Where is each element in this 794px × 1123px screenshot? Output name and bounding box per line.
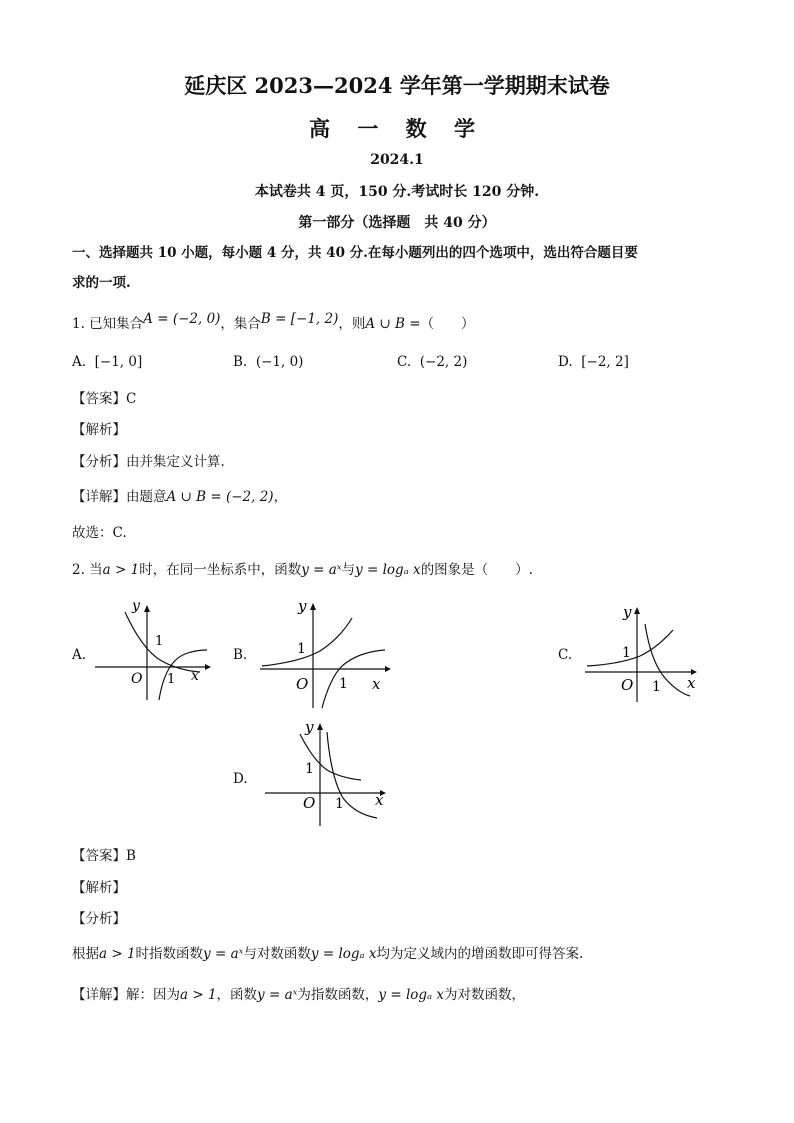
exam-title: 延庆区 2023—2024 学年第一学期期末试卷 — [184, 73, 610, 98]
q1-stem-end: （ ） — [420, 316, 475, 332]
detail-prefix: 由题意 — [126, 489, 167, 505]
detail-tag: 【详解】 — [72, 987, 126, 1003]
part-heading: 第一部分（选择题 共 40 分） — [298, 215, 496, 231]
q2-analysis-tag: 【解析】 — [72, 880, 126, 896]
detail-expr: A ∪ B = (−2, 2) — [166, 489, 274, 505]
q1-answer — [72, 389, 136, 409]
option-value: (−2, 2) — [419, 354, 468, 370]
graph-b — [260, 596, 395, 708]
q1-choice: 故选：C. — [72, 525, 127, 541]
y-axis-label: y — [132, 598, 140, 614]
q1-option-d — [558, 352, 629, 372]
option-letter: C. — [397, 354, 412, 370]
point-one-label: 1 — [305, 761, 314, 777]
point-one-label: 1 — [167, 672, 176, 687]
y-axis-label: y — [305, 718, 314, 736]
detail-f1: y = aˣ — [257, 987, 298, 1003]
detail-end: 为对数函数， — [444, 987, 526, 1003]
option-value: (−1, 0) — [255, 354, 304, 370]
section1-line2: 求的一项. — [72, 275, 131, 291]
section1-line1: 一、选择题共 10 小题，每小题 4 分，共 40 分.在每小题列出的四个选项中，选出符合题目要 — [72, 245, 638, 261]
detail-tag: 【详解】 — [72, 489, 126, 505]
q1-setB: B = [−1, 2) — [260, 311, 339, 327]
answer-tag: 【答案】 — [72, 848, 126, 864]
origin-label: O — [131, 671, 143, 687]
q1-expr: A ∪ B = — [365, 316, 421, 332]
q2-option-b-letter: B. — [233, 647, 248, 663]
graph-d — [265, 718, 390, 826]
q2-f1: y = aˣ — [301, 562, 342, 578]
q2-detail — [72, 985, 525, 1005]
q2-stem-end: 的图象是（ ）. — [420, 562, 533, 578]
point-one-label: 1 — [335, 796, 344, 812]
q1-option-c — [397, 352, 467, 372]
q2-stem-prefix: 2. 当 — [72, 562, 103, 578]
point-one-label: 1 — [155, 634, 164, 649]
q1-stem — [72, 311, 475, 334]
q1-option-b — [233, 352, 303, 372]
x-axis-label: x — [375, 791, 384, 809]
detail-cond: a > 1 — [180, 987, 217, 1003]
q1-analysis-tag: 【解析】 — [72, 422, 126, 438]
q2-stem — [72, 560, 533, 580]
detail-mid2: 为指数函数， — [297, 987, 379, 1003]
detail-mid: ，函数 — [216, 987, 258, 1003]
q2-f2: y = logₐ x — [355, 562, 421, 578]
x-axis-label: x — [687, 674, 696, 692]
exam-info: 本试卷共 4 页，150 分.考试时长 120 分钟. — [254, 184, 540, 200]
q1-stem-mid: ，集合 — [220, 316, 261, 332]
point-one-label: 1 — [297, 641, 306, 657]
q2-fenxi-tag: 【分析】 — [72, 911, 126, 927]
fenxi-f1: y = aˣ — [203, 946, 244, 962]
origin-label: O — [296, 675, 309, 693]
answer-value: C — [126, 391, 137, 407]
fenxi-mid: 时指数函数 — [135, 946, 204, 962]
detail-prefix: 解：因为 — [126, 987, 180, 1003]
q2-stem-mid: 时，在同一坐标系中，函数 — [139, 562, 302, 578]
q2-option-a-letter: A. — [72, 647, 87, 663]
origin-label: O — [303, 794, 316, 812]
exam-subtitle: 高 一 数 学 — [309, 116, 485, 141]
option-value: [−1, 0] — [94, 354, 143, 370]
answer-value: B — [126, 848, 136, 864]
option-letter: D. — [558, 354, 573, 370]
q1-option-a — [72, 352, 142, 372]
q2-stem-and: 与 — [341, 562, 356, 578]
q2-option-d-letter: D. — [233, 771, 248, 787]
graph-c — [585, 602, 700, 702]
x-axis-label: x — [372, 675, 381, 693]
q1-detail — [72, 487, 287, 507]
detail-end: ， — [273, 489, 288, 505]
q1-stem-mid2: ，则 — [338, 316, 366, 332]
y-axis-label: y — [298, 597, 307, 615]
q1-fenxi — [72, 452, 225, 472]
point-one-label: 1 — [622, 645, 631, 661]
fenxi-text: 由并集定义计算. — [126, 454, 225, 470]
fenxi-prefix: 根据 — [72, 946, 99, 962]
fenxi-tag: 【分析】 — [72, 454, 126, 470]
fenxi-cond: a > 1 — [99, 946, 136, 962]
q1-stem-prefix: 1. 已知集合 — [72, 316, 144, 332]
detail-f2: y = logₐ x — [378, 987, 445, 1003]
x-axis-label: x — [191, 668, 199, 684]
q2-option-c-letter: C. — [558, 647, 573, 663]
option-letter: B. — [233, 354, 248, 370]
fenxi-mid2: 与对数函数 — [243, 946, 311, 962]
answer-tag: 【答案】 — [72, 391, 126, 407]
origin-label: O — [621, 676, 634, 694]
exam-date: 2024.1 — [370, 152, 424, 168]
point-one-label: 1 — [339, 676, 348, 692]
q1-setA: A = (−2, 0) — [143, 311, 221, 327]
point-one-label: 1 — [652, 679, 661, 695]
y-axis-label: y — [623, 603, 632, 621]
fenxi-f2: y = logₐ x — [310, 946, 377, 962]
graph-a — [95, 600, 215, 700]
fenxi-end: 均为定义域内的增函数即可得答案. — [376, 946, 584, 962]
option-value: [−2, 2] — [581, 354, 629, 370]
q2-cond: a > 1 — [102, 562, 140, 578]
option-letter: A. — [72, 354, 87, 370]
q2-answer — [72, 846, 136, 866]
q2-fenxi — [72, 944, 583, 964]
